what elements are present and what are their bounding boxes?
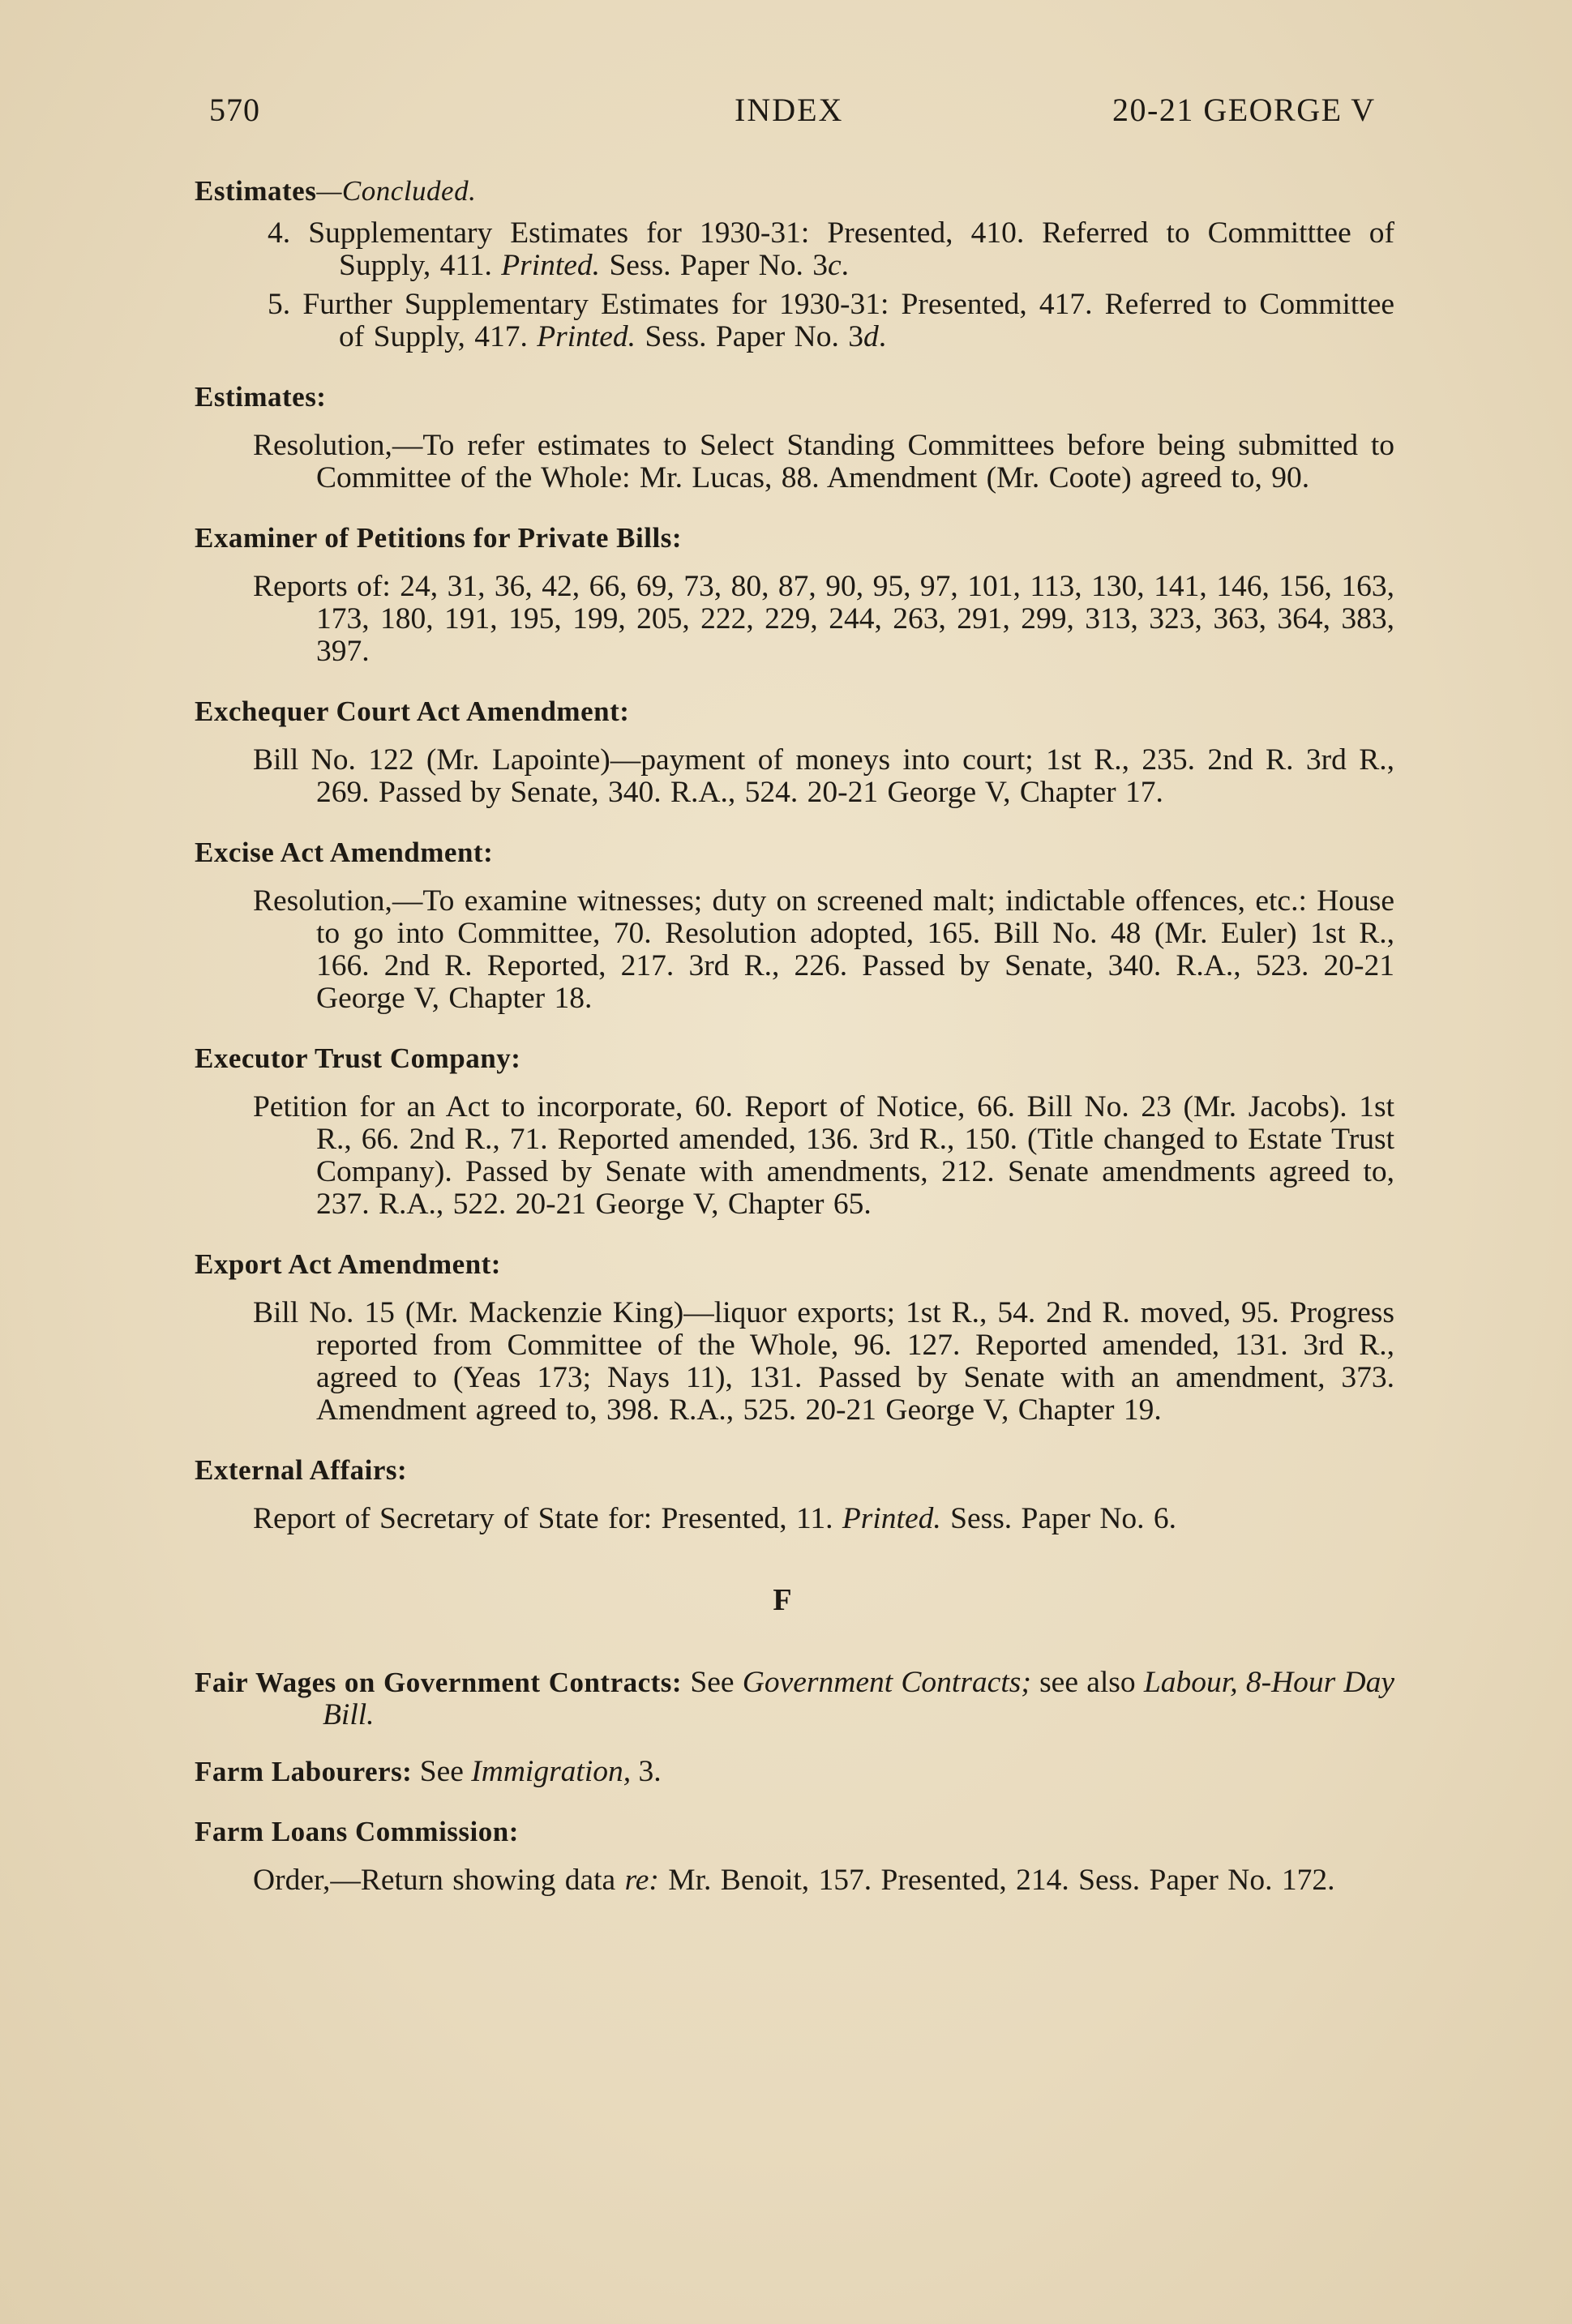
entry-heading: Farm Labourers: [195, 1756, 413, 1787]
entry-heading: Exchequer Court Act Amendment: [195, 695, 630, 727]
paper-suffix: d [863, 320, 879, 353]
cross-reference: Government Contracts; [742, 1666, 1031, 1699]
item-text: Further Supplementary Estimates for 1930-31: Presented, 417. Referred to Committee of Supply, 417. [302, 288, 1394, 353]
cross-reference: Labour, 8-Hour Day Bill. [323, 1666, 1395, 1731]
item-number: 5. [268, 288, 291, 321]
entry-farm-loans [195, 1813, 1394, 1897]
text-part: See [412, 1755, 472, 1788]
entry-text: Reports of: 24, 31, 36, 42, 66, 69, 73, 80, 87, 90, 95, 97, 101, 113, 130, 141, 146, 156, 163, 173, 180, 191, 195, 199, 205, 222, 229, 244, 263, 291, 299, 313, 323, 363, 364, 383, 397. [253, 570, 1394, 668]
entry-examiner-of-petitions [195, 519, 1394, 668]
item-text: Sess. Paper No. 3 [636, 320, 863, 353]
entry-heading: External Affairs: [195, 1454, 408, 1486]
cross-reference: Immigration, [471, 1755, 632, 1788]
entry-export-act [195, 1245, 1394, 1427]
page-title: INDEX [735, 92, 844, 128]
entry-heading: Farm Loans Commission: [195, 1816, 519, 1847]
entry-farm-labourers [195, 1756, 1394, 1788]
entry-external-affairs [195, 1451, 1394, 1535]
entry-text: Bill No. 15 (Mr. Mackenzie King)—liquor exports; 1st R., 54. 2nd R. moved, 95. Progress reported from Committee of the Whole, 96. 127. Reported amended, 131. 3rd R., agreed to (Yeas 173; Nays 11), 131. Passed by Senate with an amendment, 373. Amendment agreed to, 398. R.A., 525. 20-21 George V, Chapter 19. [253, 1296, 1394, 1427]
entry-heading: Fair Wages on Government Contracts: [195, 1667, 683, 1698]
entry-text [195, 1503, 1394, 1535]
item-end: . [878, 320, 887, 353]
entry-executor-trust [195, 1039, 1394, 1221]
text-part: Mr. Benoit, 157. Presented, 214. Sess. Paper No. 172. [658, 1864, 1335, 1897]
item-number: 4. [268, 216, 291, 250]
item-text: Supplementary Estimates for 1930-31: Presented, 410. Referred to Committtee of Supply, 411. [308, 216, 1395, 282]
entry-heading [195, 172, 1394, 211]
entry-exchequer-court [195, 692, 1394, 809]
item-end: . [841, 249, 849, 282]
estimate-item-5 [195, 289, 1394, 353]
entry-heading: Excise Act Amendment: [195, 837, 494, 868]
entry-heading: Estimates: [195, 381, 327, 413]
entry-text [195, 1864, 1394, 1897]
printed-label: Printed. [537, 320, 636, 353]
item-text: Sess. Paper No. 3 [600, 249, 828, 282]
entry-text: Petition for an Act to incorporate, 60. Report of Notice, 66. Bill No. 23 (Mr. Jacobs). 1st R., 66. 2nd R., 71. Reported amended, 136. 3rd R., 150. (Title changed to Estate Trust Company). Passed by Senate with amendments, 212. Senate amendments agreed to, 237. R.A., 522. 20-21 George V, Chapter 65. [253, 1090, 1394, 1221]
printed-label: Printed. [842, 1502, 941, 1535]
entry-excise-act [195, 833, 1394, 1015]
entry-text: Bill No. 122 (Mr. Lapointe)—payment of moneys into court; 1st R., 235. 2nd R. 3rd R., 269. Passed by Senate, 340. R.A., 524. 20-21 George V, Chapter 17. [253, 743, 1394, 809]
text-part: see also [1030, 1666, 1144, 1699]
text-part: Order,—Return showing data [253, 1864, 625, 1897]
entry-estimates-concluded [195, 172, 1394, 353]
heading-text: Estimates [195, 175, 317, 207]
section-letter: F [773, 1583, 792, 1617]
entry-text [195, 1756, 1394, 1788]
heading-suffix: —Concluded. [316, 175, 477, 207]
text-part: Sess. Paper No. 6. [940, 1502, 1177, 1535]
text-part: See [682, 1666, 743, 1699]
entry-text: Resolution,—To examine witnesses; duty on screened malt; indictable offences, etc.: House to go into Committee, 70. Resolution adopted, 165. Bill No. 48 (Mr. Euler) 1st R., 166. 2nd R. Reported, 217. 3rd R., 226. Passed by Senate, 340. R.A., 523. 20-21 George V, Chapter 18. [253, 884, 1394, 1015]
entry-heading: Examiner of Petitions for Private Bills: [195, 522, 682, 554]
index-content [195, 172, 1394, 1921]
text-part: 3. [631, 1755, 662, 1788]
volume-label: 20-21 GEORGE V [1112, 92, 1376, 128]
entry-text [195, 1667, 1394, 1731]
entry-fair-wages [195, 1667, 1394, 1731]
estimate-item-4 [195, 217, 1394, 282]
entry-heading: Executor Trust Company: [195, 1042, 521, 1074]
entry-estimates [195, 378, 1394, 494]
entry-text: Resolution,—To refer estimates to Select Standing Committees before being submitted to Committee of the Whole: Mr. Lucas, 88. Amendment (Mr. Coote) agreed to, 90. [253, 429, 1394, 494]
page-number: 570 [209, 92, 260, 128]
text-part: Report of Secretary of State for: Presented, 11. [253, 1502, 842, 1535]
entry-heading: Export Act Amendment: [195, 1248, 501, 1280]
text-part: re: [624, 1864, 659, 1897]
printed-label: Printed. [501, 249, 601, 282]
paper-suffix: c [827, 249, 842, 282]
